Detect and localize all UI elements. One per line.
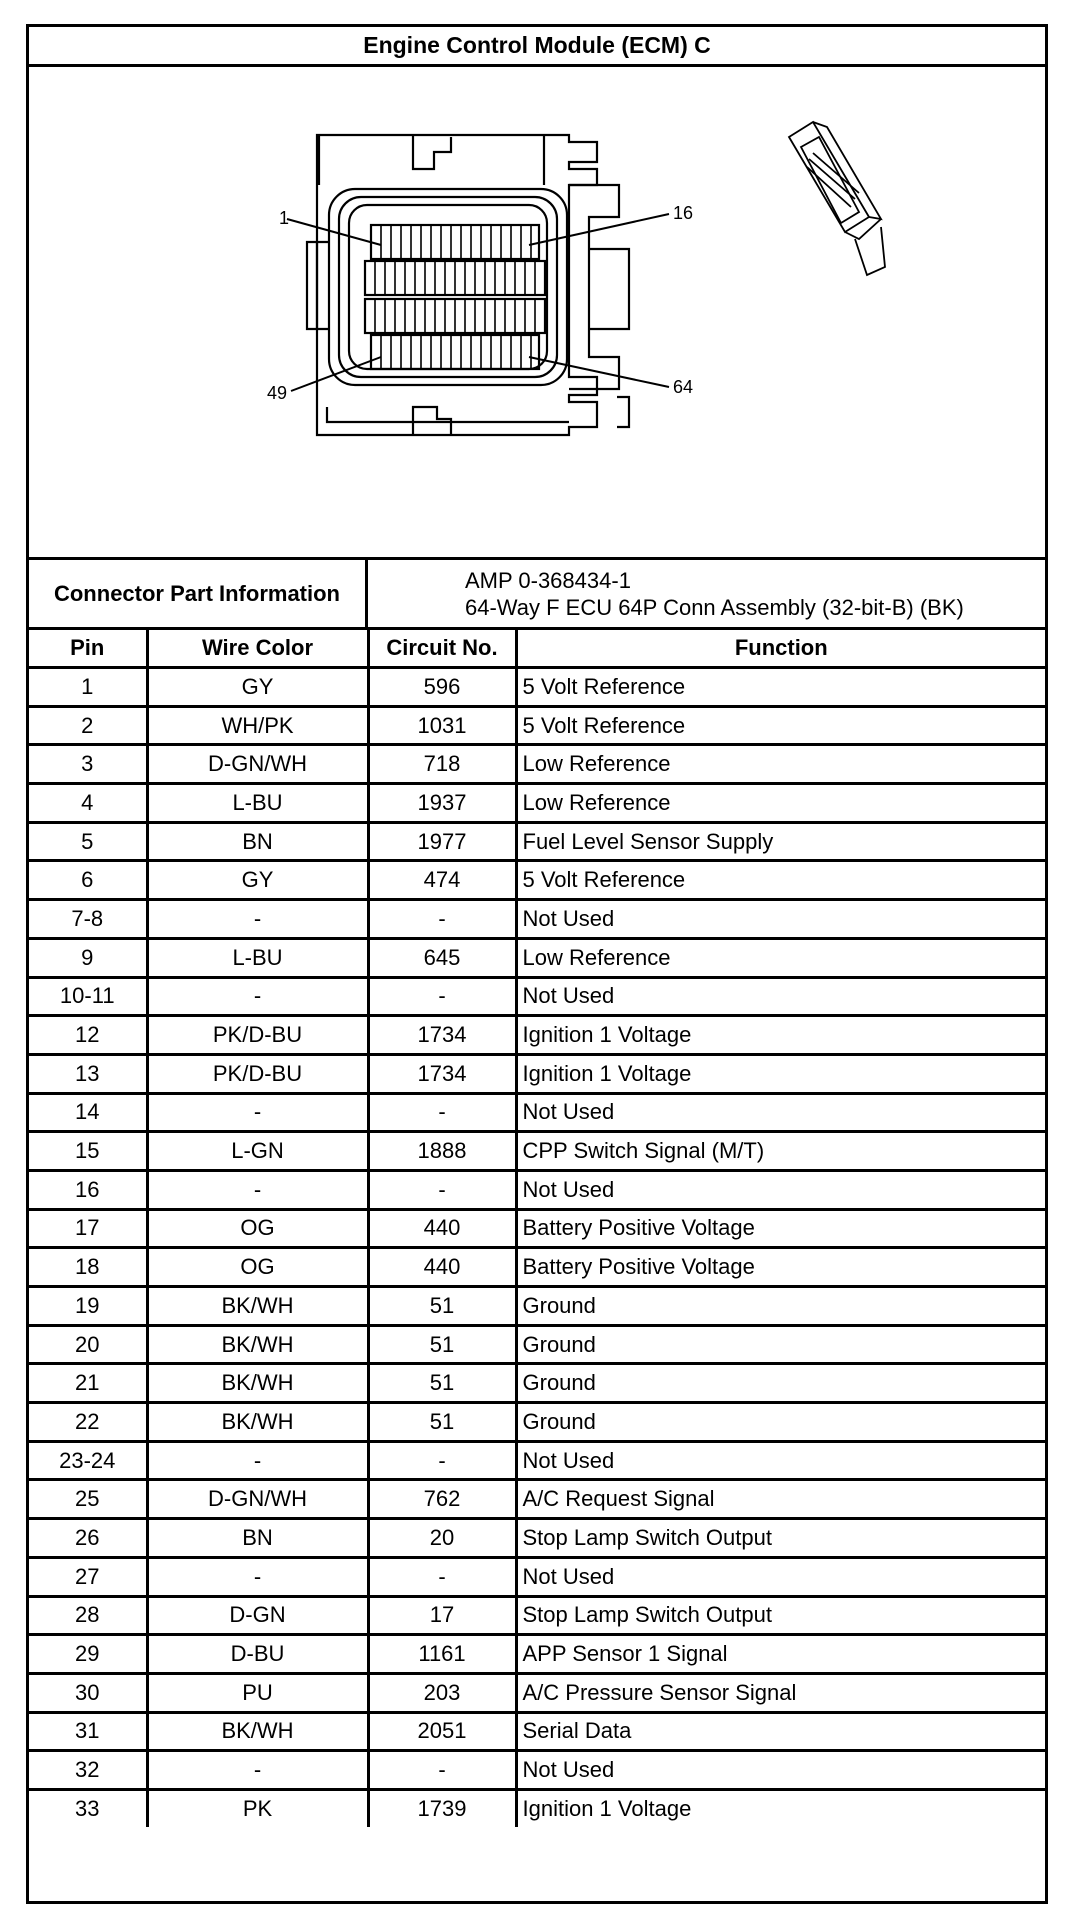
pin-cell: 1 — [29, 668, 147, 707]
table-row — [29, 900, 1045, 939]
pin-cavities — [375, 225, 535, 369]
pin-cell: 22 — [29, 1403, 147, 1442]
callout-label-64: 64 — [673, 377, 694, 397]
pin-cell: 21 — [29, 1364, 147, 1403]
table-row — [29, 1364, 1045, 1403]
table-row — [29, 1712, 1045, 1751]
pin-cell: 15 — [29, 1132, 147, 1171]
pin-cell: 26 — [29, 1519, 147, 1558]
pin-cell: 20 — [29, 1325, 147, 1364]
function-cell: A/C Pressure Sensor Signal — [516, 1673, 1045, 1712]
circuit-number-cell: 1739 — [368, 1789, 516, 1826]
pin-cell: 12 — [29, 1016, 147, 1055]
wire-color-cell: - — [147, 1093, 368, 1132]
table-row — [29, 1170, 1045, 1209]
col-header-circuit-no: Circuit No. — [368, 630, 516, 668]
table-row — [29, 822, 1045, 861]
table-row — [29, 861, 1045, 900]
table-row — [29, 1557, 1045, 1596]
circuit-number-cell: - — [368, 1557, 516, 1596]
table-row — [29, 1635, 1045, 1674]
pinout-table-body — [29, 668, 1045, 1827]
table-row — [29, 1287, 1045, 1326]
wire-color-cell: BK/WH — [147, 1403, 368, 1442]
table-row — [29, 1132, 1045, 1171]
callout-label-16: 16 — [673, 203, 694, 223]
function-cell: 5 Volt Reference — [516, 668, 1045, 707]
function-cell: Stop Lamp Switch Output — [516, 1596, 1045, 1635]
function-cell: Battery Positive Voltage — [516, 1209, 1045, 1248]
circuit-number-cell: - — [368, 1093, 516, 1132]
table-row — [29, 668, 1045, 707]
pin-cell: 5 — [29, 822, 147, 861]
pin-cell: 2 — [29, 706, 147, 745]
pin-cell: 14 — [29, 1093, 147, 1132]
table-row — [29, 1596, 1045, 1635]
function-cell: Low Reference — [516, 745, 1045, 784]
pin-cell: 7-8 — [29, 900, 147, 939]
callout-label-1: 1 — [279, 208, 290, 228]
wire-color-cell: BK/WH — [147, 1287, 368, 1326]
function-cell: Ground — [516, 1364, 1045, 1403]
pin-cell: 32 — [29, 1751, 147, 1790]
circuit-number-cell: 718 — [368, 745, 516, 784]
circuit-number-cell: 762 — [368, 1480, 516, 1519]
pinout-table — [29, 630, 1045, 1827]
circuit-number-cell: - — [368, 900, 516, 939]
circuit-number-cell: - — [368, 977, 516, 1016]
table-row — [29, 784, 1045, 823]
wire-color-cell: D-GN/WH — [147, 745, 368, 784]
table-row — [29, 1480, 1045, 1519]
table-row — [29, 938, 1045, 977]
function-cell: Stop Lamp Switch Output — [516, 1519, 1045, 1558]
wire-color-cell: GY — [147, 861, 368, 900]
callout-leader-16 — [529, 214, 669, 245]
table-header-row — [29, 630, 1045, 668]
table-row — [29, 1054, 1045, 1093]
callout-label-49: 49 — [267, 383, 288, 403]
function-cell: Not Used — [516, 1557, 1045, 1596]
circuit-number-cell: 1734 — [368, 1016, 516, 1055]
circuit-number-cell: 1031 — [368, 706, 516, 745]
function-cell: Not Used — [516, 1093, 1045, 1132]
page-title: Engine Control Module (ECM) C — [29, 27, 1045, 67]
table-row — [29, 1751, 1045, 1790]
pin-cell: 17 — [29, 1209, 147, 1248]
pin-cell: 9 — [29, 938, 147, 977]
wire-color-cell: L-BU — [147, 784, 368, 823]
table-row — [29, 977, 1045, 1016]
table-row — [29, 1519, 1045, 1558]
wire-color-cell: PK/D-BU — [147, 1016, 368, 1055]
function-cell: 5 Volt Reference — [516, 861, 1045, 900]
pin-cell: 13 — [29, 1054, 147, 1093]
table-row — [29, 1325, 1045, 1364]
circuit-number-cell: 203 — [368, 1673, 516, 1712]
pin-cell: 28 — [29, 1596, 147, 1635]
table-row — [29, 1016, 1045, 1055]
circuit-number-cell: 20 — [368, 1519, 516, 1558]
col-header-pin: Pin — [29, 630, 147, 668]
table-row — [29, 1093, 1045, 1132]
table-row — [29, 706, 1045, 745]
function-cell: Not Used — [516, 1170, 1045, 1209]
connector-illustration — [29, 67, 1045, 560]
circuit-number-cell: 440 — [368, 1248, 516, 1287]
wire-color-cell: L-BU — [147, 938, 368, 977]
circuit-number-cell: 51 — [368, 1325, 516, 1364]
pin-cell: 23-24 — [29, 1441, 147, 1480]
wire-color-cell: WH/PK — [147, 706, 368, 745]
circuit-number-cell: 51 — [368, 1364, 516, 1403]
circuit-number-cell: 440 — [368, 1209, 516, 1248]
pin-cell: 3 — [29, 745, 147, 784]
circuit-number-cell: 17 — [368, 1596, 516, 1635]
circuit-number-cell: 1734 — [368, 1054, 516, 1093]
circuit-number-cell: 2051 — [368, 1712, 516, 1751]
function-cell: Ground — [516, 1325, 1045, 1364]
function-cell: Ignition 1 Voltage — [516, 1789, 1045, 1826]
callout-leader-1 — [287, 219, 381, 245]
callout-leaders — [287, 214, 669, 391]
wire-color-cell: GY — [147, 668, 368, 707]
col-header-wire-color: Wire Color — [147, 630, 368, 668]
table-row — [29, 1673, 1045, 1712]
wire-color-cell: D-GN/WH — [147, 1480, 368, 1519]
wire-color-cell: - — [147, 1170, 368, 1209]
wire-color-cell: - — [147, 1557, 368, 1596]
circuit-number-cell: 51 — [368, 1403, 516, 1442]
pin-cell: 18 — [29, 1248, 147, 1287]
wire-color-cell: L-GN — [147, 1132, 368, 1171]
pin-cell: 16 — [29, 1170, 147, 1209]
pin-cell: 6 — [29, 861, 147, 900]
pin-cell: 25 — [29, 1480, 147, 1519]
function-cell: Not Used — [516, 900, 1045, 939]
function-cell: Ground — [516, 1403, 1045, 1442]
function-cell: Ignition 1 Voltage — [516, 1054, 1045, 1093]
function-cell: Fuel Level Sensor Supply — [516, 822, 1045, 861]
wire-color-cell: D-GN — [147, 1596, 368, 1635]
wire-color-cell: PK — [147, 1789, 368, 1826]
wire-color-cell: PU — [147, 1673, 368, 1712]
function-cell: Not Used — [516, 977, 1045, 1016]
wire-color-cell: BK/WH — [147, 1712, 368, 1751]
wire-color-cell: OG — [147, 1248, 368, 1287]
circuit-number-cell: 474 — [368, 861, 516, 900]
pin-cell: 33 — [29, 1789, 147, 1826]
circuit-number-cell: - — [368, 1751, 516, 1790]
function-cell: APP Sensor 1 Signal — [516, 1635, 1045, 1674]
connector-sheet — [26, 24, 1048, 1904]
wire-color-cell: BK/WH — [147, 1364, 368, 1403]
circuit-number-cell: 1161 — [368, 1635, 516, 1674]
table-row — [29, 1789, 1045, 1826]
circuit-number-cell: 1937 — [368, 784, 516, 823]
wire-color-cell: BK/WH — [147, 1325, 368, 1364]
circuit-number-cell: 596 — [368, 668, 516, 707]
part-number: AMP 0-368434-1 — [465, 567, 631, 593]
pin-cell: 30 — [29, 1673, 147, 1712]
pin-cell: 19 — [29, 1287, 147, 1326]
pin-cell: 29 — [29, 1635, 147, 1674]
table-row — [29, 1248, 1045, 1287]
function-cell: Low Reference — [516, 938, 1045, 977]
table-row — [29, 745, 1045, 784]
circuit-number-cell: - — [368, 1441, 516, 1480]
circuit-number-cell: 645 — [368, 938, 516, 977]
connector-isometric-icon — [789, 122, 885, 275]
function-cell: Not Used — [516, 1751, 1045, 1790]
function-cell: A/C Request Signal — [516, 1480, 1045, 1519]
wire-color-cell: - — [147, 977, 368, 1016]
pin-cell: 31 — [29, 1712, 147, 1751]
table-row — [29, 1403, 1045, 1442]
pin-cell: 4 — [29, 784, 147, 823]
wire-color-cell: BN — [147, 1519, 368, 1558]
wire-color-cell: BN — [147, 822, 368, 861]
function-cell: CPP Switch Signal (M/T) — [516, 1132, 1045, 1171]
circuit-number-cell: - — [368, 1170, 516, 1209]
col-header-function: Function — [516, 630, 1045, 668]
wire-color-cell: - — [147, 1441, 368, 1480]
pin-cell: 10-11 — [29, 977, 147, 1016]
wire-color-cell: - — [147, 900, 368, 939]
part-description: 64-Way F ECU 64P Conn Assembly (32-bit-B) (BK) — [465, 594, 964, 620]
wire-color-cell: PK/D-BU — [147, 1054, 368, 1093]
table-row — [29, 1441, 1045, 1480]
circuit-number-cell: 1977 — [368, 822, 516, 861]
function-cell: Ignition 1 Voltage — [516, 1016, 1045, 1055]
function-cell: Battery Positive Voltage — [516, 1248, 1045, 1287]
table-row — [29, 1209, 1045, 1248]
function-cell: Ground — [516, 1287, 1045, 1326]
circuit-number-cell: 1888 — [368, 1132, 516, 1171]
function-cell: Serial Data — [516, 1712, 1045, 1751]
pin-cell: 27 — [29, 1557, 147, 1596]
circuit-number-cell: 51 — [368, 1287, 516, 1326]
function-cell: 5 Volt Reference — [516, 706, 1045, 745]
wire-color-cell: - — [147, 1751, 368, 1790]
connector-info-label: Connector Part Information — [29, 560, 368, 627]
wire-color-cell: D-BU — [147, 1635, 368, 1674]
connector-info-value — [368, 560, 1045, 627]
connector-face — [307, 135, 629, 435]
wire-color-cell: OG — [147, 1209, 368, 1248]
function-cell: Not Used — [516, 1441, 1045, 1480]
function-cell: Low Reference — [516, 784, 1045, 823]
connector-part-information — [29, 560, 1045, 630]
connector-drawing — [29, 67, 1045, 557]
